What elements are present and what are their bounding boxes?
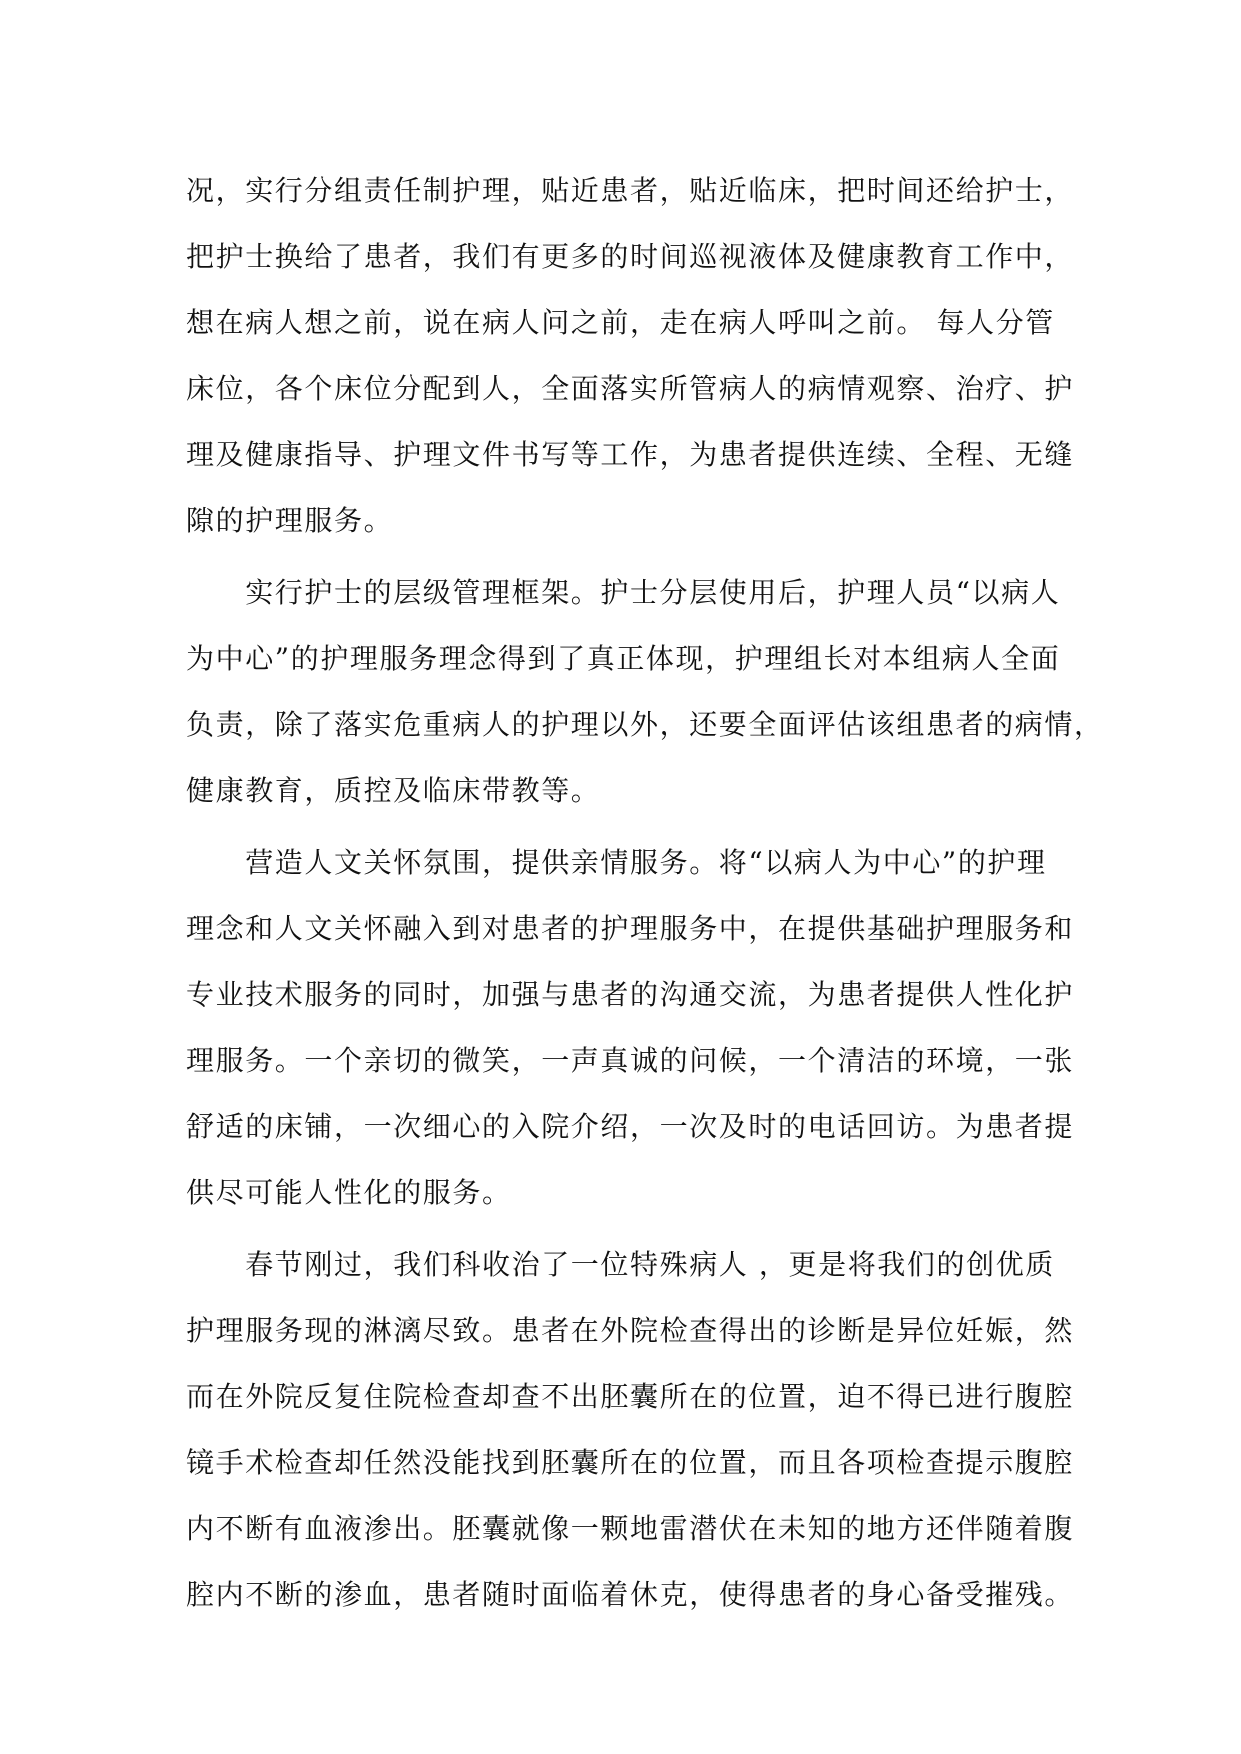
paragraph-3 [186,830,1075,1226]
text-line: 实行护士的层级管理框架。护士分层使用后，护理人员“以病人 [186,576,1061,609]
document-body [186,158,1104,1628]
text-line: 隙的护理服务。 [186,504,394,537]
text-line: 春节刚过，我们科收治了一位特殊病人 ，更是将我们的创优质 [186,1248,1055,1281]
paragraph-1 [186,158,1075,554]
text-line: 负责，除了落实危重病人的护理以外，还要全面评估该组患者的病情， [186,708,1104,741]
text-line: 镜手术检查却任然没能找到胚囊所在的位置，而且各项检查提示腹腔 [186,1446,1075,1479]
paragraph-4 [186,1232,1075,1628]
text-line: 床位，各个床位分配到人，全面落实所管病人的病情观察、治疗、护 [186,372,1075,405]
text-line: 内不断有血液渗出。胚囊就像一颗地雷潜伏在未知的地方还伴随着腹 [186,1512,1075,1545]
text-line: 为中心”的护理服务理念得到了真正体现，护理组长对本组病人全面 [186,642,1061,675]
text-line: 理服务。一个亲切的微笑，一声真诚的问候，一个清洁的环境，一张 [186,1044,1075,1077]
text-line: 舒适的床铺，一次细心的入院介绍，一次及时的电话回访。为患者提 [186,1110,1075,1143]
text-line: 供尽可能人性化的服务。 [186,1176,512,1209]
text-line: 护理服务现的淋漓尽致。患者在外院检查得出的诊断是异位妊娠，然 [186,1314,1075,1347]
text-line: 营造人文关怀氛围，提供亲情服务。将“以病人为中心”的护理 [186,846,1047,879]
text-line: 而在外院反复住院检查却查不出胚囊所在的位置，迫不得已进行腹腔 [186,1380,1075,1413]
text-line: 健康教育，质控及临床带教等。 [186,774,601,807]
text-line: 想在病人想之前，说在病人问之前，走在病人呼叫之前。 每人分管 [186,306,1055,339]
text-line: 理及健康指导、护理文件书写等工作，为患者提供连续、全程、无缝 [186,438,1075,471]
text-line: 把护士换给了患者，我们有更多的时间巡视液体及健康教育工作中， [186,240,1075,273]
text-line: 理念和人文关怀融入到对患者的护理服务中，在提供基础护理服务和 [186,912,1075,945]
text-line: 腔内不断的渗血，患者随时面临着休克，使得患者的身心备受摧残。 [186,1578,1075,1611]
text-line: 况，实行分组责任制护理，贴近患者，贴近临床，把时间还给护士， [186,174,1075,207]
text-line: 专业技术服务的同时，加强与患者的沟通交流，为患者提供人性化护 [186,978,1075,1011]
paragraph-2 [186,560,1104,824]
